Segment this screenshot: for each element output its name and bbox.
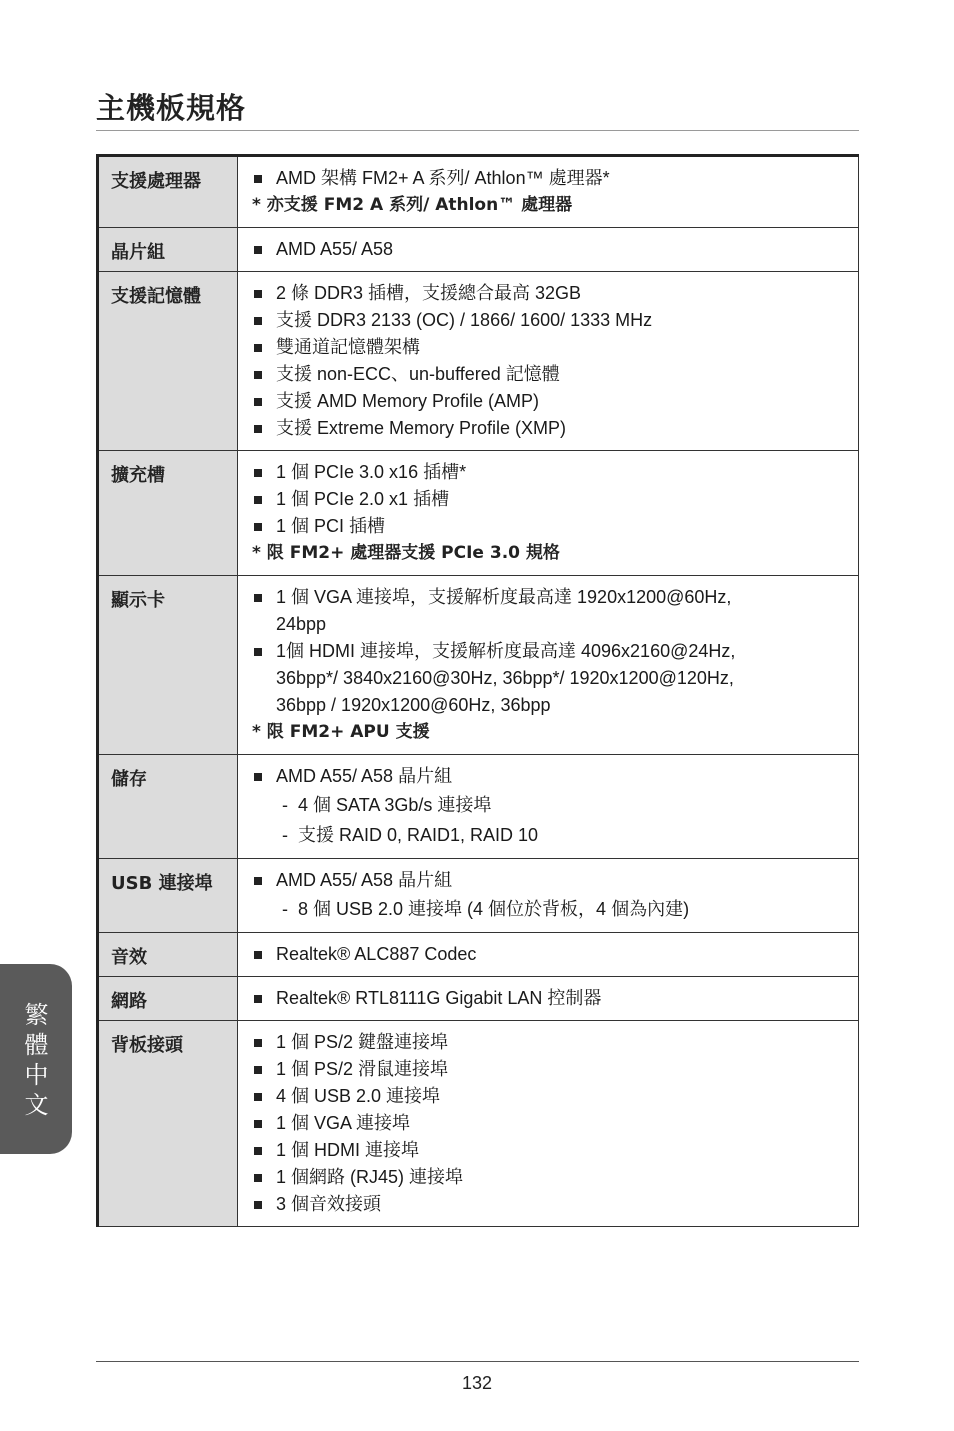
spec-line: 24bpp	[276, 614, 327, 634]
spec-line: 支援 Extreme Memory Profile (XMP)	[252, 415, 848, 442]
spec-label: 音效	[98, 933, 238, 977]
spec-line: 支援 non-ECC、un-buffered 記憶體	[252, 361, 848, 388]
spec-label: 顯示卡	[98, 576, 238, 755]
spec-row	[98, 859, 859, 933]
spec-table	[96, 154, 859, 1227]
spec-line: 1 個 PCIe 2.0 x1 插槽	[252, 486, 848, 513]
spec-line: Realtek® RTL8111G Gigabit LAN 控制器	[252, 985, 848, 1012]
spec-line: AMD 架構 FM2+ A 系列/ Athlon™ 處理器*	[252, 165, 848, 192]
spec-row	[98, 451, 859, 576]
spec-line: 4 個 USB 2.0 連接埠	[252, 1083, 848, 1110]
spec-value	[238, 933, 859, 977]
page-title: 主機板規格	[96, 91, 247, 125]
spec-line: 支援 AMD Memory Profile (AMP)	[252, 388, 848, 415]
spec-line: - 4 個 SATA 3Gb/s 連接埠	[252, 790, 848, 820]
page-number: 132	[461, 1373, 493, 1393]
spec-line: 雙通道記憶體架構	[252, 334, 848, 361]
footer-divider	[96, 1361, 859, 1362]
spec-line: 36bpp*/ 3840x2160@30Hz, 36bpp*/ 1920x1200@120Hz,	[276, 668, 734, 688]
spec-line: 1 個 PCIe 3.0 x16 插槽*	[252, 459, 848, 486]
spec-line: AMD A55/ A58 晶片組	[252, 763, 848, 790]
spec-line: 1 個 PS/2 滑鼠連接埠	[252, 1056, 848, 1083]
spec-line: 3 個音效接頭	[252, 1191, 848, 1218]
spec-line: Realtek® ALC887 Codec	[252, 941, 848, 968]
spec-line: 1 個 PCI 插槽	[252, 513, 848, 540]
spec-line: 36bpp / 1920x1200@60Hz, 36bpp	[276, 695, 551, 715]
spec-note: * 限 FM2+ APU 支援	[252, 722, 430, 742]
spec-row	[98, 977, 859, 1021]
spec-line: 1 個 PS/2 鍵盤連接埠	[252, 1029, 848, 1056]
spec-label: 儲存	[98, 755, 238, 859]
spec-label: 支援記憶體	[98, 272, 238, 451]
spec-value	[238, 576, 859, 755]
spec-label: 支援處理器	[98, 156, 238, 228]
spec-note: * 限 FM2+ 處理器支援 PCIe 3.0 規格	[252, 543, 560, 563]
spec-line: AMD A55/ A58	[252, 236, 848, 263]
spec-line: 1 個網路 (RJ45) 連接埠	[252, 1164, 848, 1191]
spec-line: 2 條 DDR3 插槽，支援總合最高 32GB	[252, 280, 848, 307]
spec-value	[238, 755, 859, 859]
spec-label: 背板接頭	[98, 1021, 238, 1227]
spec-row	[98, 755, 859, 859]
spec-value	[238, 977, 859, 1021]
spec-value	[238, 451, 859, 576]
spec-row	[98, 272, 859, 451]
spec-label: USB 連接埠	[98, 859, 238, 933]
spec-value	[238, 272, 859, 451]
spec-label: 網路	[98, 977, 238, 1021]
spec-value	[238, 156, 859, 228]
spec-row	[98, 228, 859, 272]
spec-value	[238, 1021, 859, 1227]
spec-row	[98, 933, 859, 977]
spec-line: - 支援 RAID 0, RAID1, RAID 10	[252, 820, 848, 850]
spec-row	[98, 156, 859, 228]
language-side-tab-label: 繁體中文	[20, 1002, 48, 1122]
spec-line: AMD A55/ A58 晶片組	[252, 867, 848, 894]
spec-label: 晶片組	[98, 228, 238, 272]
language-side-tab	[0, 964, 72, 1154]
spec-line: 1 個 VGA 連接埠	[252, 1110, 848, 1137]
spec-row	[98, 1021, 859, 1227]
title-divider	[96, 130, 859, 131]
spec-line: 1 個 VGA 連接埠，支援解析度最高達 1920x1200@60Hz,	[252, 584, 848, 611]
spec-value	[238, 228, 859, 272]
spec-label: 擴充槽	[98, 451, 238, 576]
spec-line: 1 個 HDMI 連接埠	[252, 1137, 848, 1164]
spec-line: 支援 DDR3 2133 (OC) / 1866/ 1600/ 1333 MHz	[252, 307, 848, 334]
spec-line: 1個 HDMI 連接埠，支援解析度最高達 4096x2160@24Hz,	[252, 638, 848, 665]
spec-value	[238, 859, 859, 933]
spec-note: * 亦支援 FM2 A 系列/ Athlon™ 處理器	[252, 195, 573, 215]
spec-row	[98, 576, 859, 755]
spec-line: - 8 個 USB 2.0 連接埠 (4 個位於背板，4 個為內建)	[252, 894, 848, 924]
